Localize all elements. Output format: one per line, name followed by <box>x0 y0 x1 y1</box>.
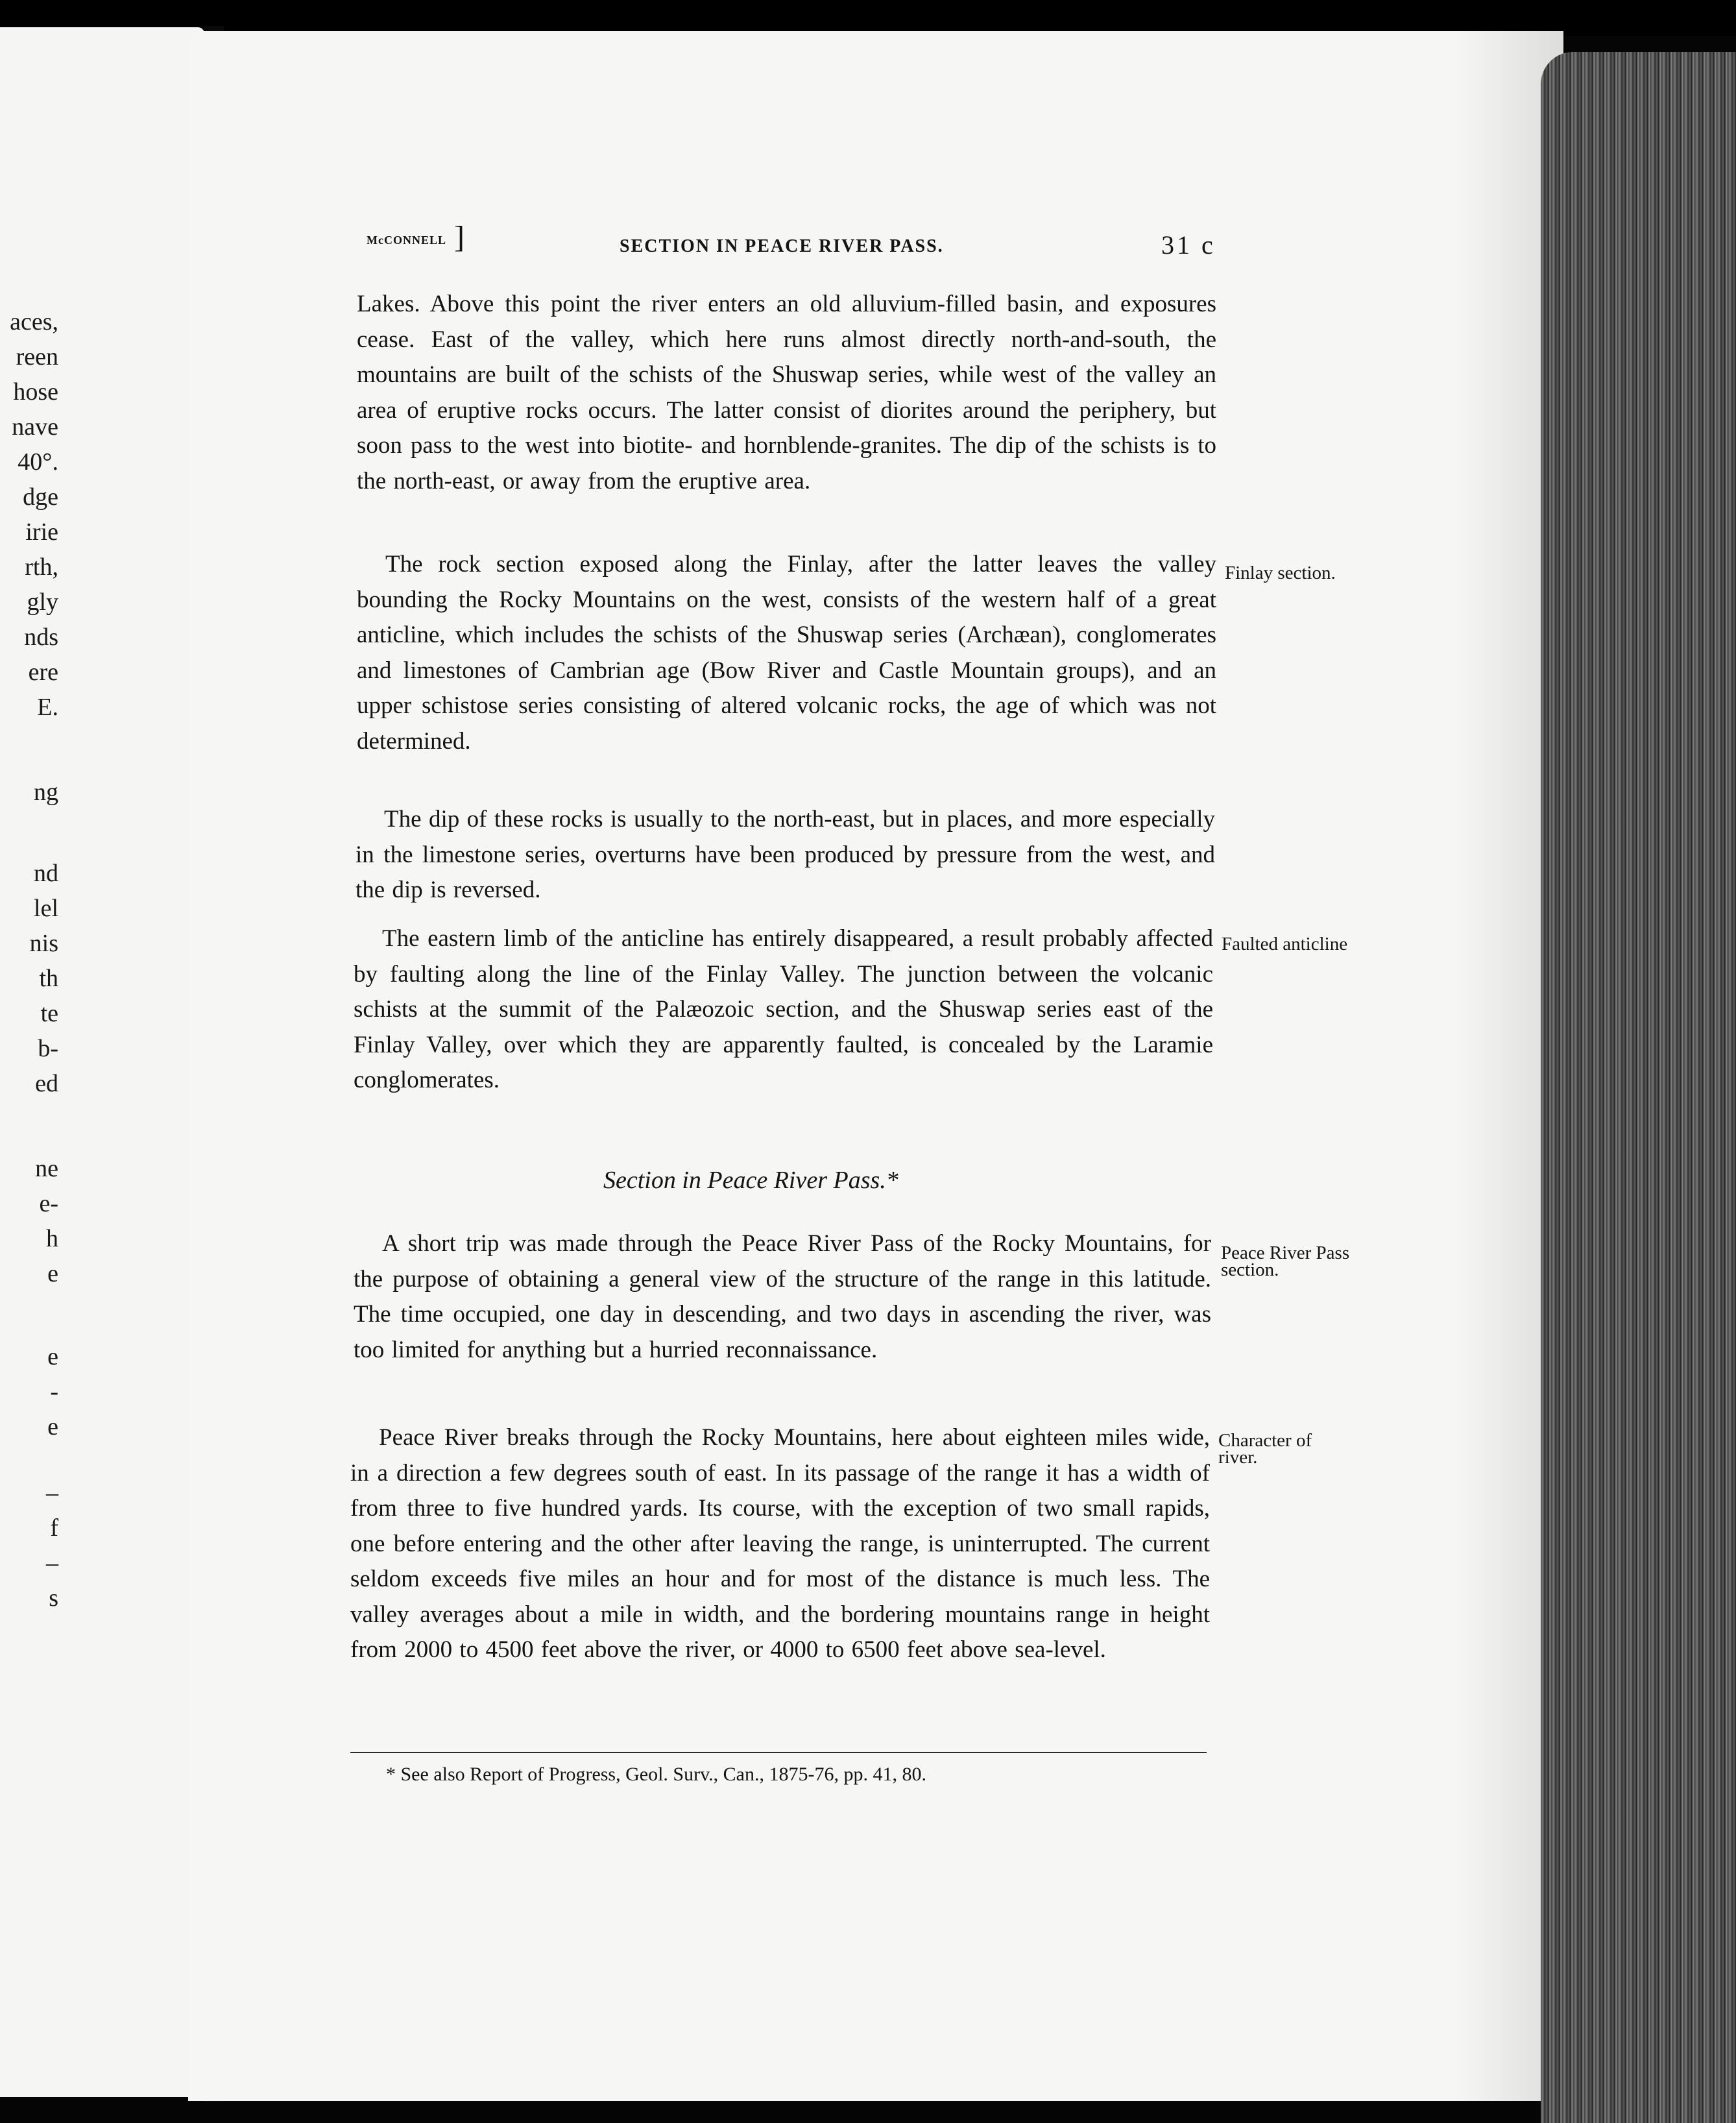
left-fragment: nave <box>12 413 58 441</box>
paragraph-dip: The dip of these rocks is usually to the north-east, but in places, and more especially in the limestone series, overturns have been produced by pressure from the west, and the dip is reversed. <box>356 806 1215 903</box>
paragraph-lakes: Lakes. Above this point the river enters an old alluvium-filled basin, and exposures cease. East of the valley, which here runs almost directly north-and-south, the mountains are built of the schists of the Shuswap series, while west of the valley an area of eruptive rocks occurs. The latter consist of diorites around the periphery, but soon pass to the west into biotite- and hornblende-granites. The dip of the schists is to the north-east, or away from the eruptive area. <box>357 291 1216 494</box>
left-fragment: nds <box>24 624 58 651</box>
side-note-peace-river-pass: Peace River Pass section. <box>1221 1243 1350 1280</box>
left-fragment: - <box>50 1378 58 1405</box>
left-page <box>0 27 204 2097</box>
left-fragment: e <box>47 1260 58 1287</box>
left-fragment: e- <box>39 1190 58 1217</box>
footnote: * See also Report of Progress, Geol. Surv., Can., 1875-76, pp. 41, 80. <box>386 1764 926 1785</box>
left-fragment: rth, <box>25 553 58 581</box>
paragraph-short-trip: A short trip was made through the Peace River Pass of the Rocky Mountains, for the purpose of obtaining a general view of the structure of the range in this latitude. The time occupied, one day in descending, and two days in ascending the river, was too limited for anything but a hurried reconnaissance. <box>354 1230 1211 1363</box>
side-note-finlay: Finlay section. <box>1225 563 1336 583</box>
left-fragment: aces, <box>10 308 58 335</box>
left-fragment: th <box>39 965 58 992</box>
left-fragment: ne <box>35 1155 58 1182</box>
left-fragment: gly <box>27 588 58 616</box>
left-fragment: b- <box>38 1035 58 1062</box>
left-fragment: dge <box>23 483 58 511</box>
side-note-faulted-anticline: Faulted anticline <box>1222 934 1348 954</box>
left-fragment: te <box>40 1000 58 1027</box>
left-fragment: E. <box>37 694 58 721</box>
running-head-bracket: ] <box>454 220 464 254</box>
running-head-author: McCONNELL <box>367 234 446 247</box>
left-fragment: – <box>46 1479 58 1507</box>
paragraph-eastern-limb: The eastern limb of the anticline has entirely disappeared, a result probably affected by faulting along the line of the Finlay Valley. The junction between the volcanic schists at the summit of the Palæozoic section, and the Shuswap series east of the Finlay Valley, over which they are apparently faulted, is concealed by the Laramie conglomerates. <box>354 925 1213 1093</box>
paragraph-finlay-section: The rock section exposed along the Finlay, after the latter leaves the valley bounding the Rocky Mountains on the west, consists of the western half of a great anticline, which includes the schists of the Shuswap series (Archæan), conglomerates and limestones of Cambrian age (Bow River and Castle Mountain groups), and an upper schistose series consisting of altered volcanic rocks, the age of which was not determined. <box>357 551 1216 755</box>
page-edges <box>1541 52 1736 2123</box>
left-fragment: 40°. <box>18 448 58 476</box>
left-fragment: h <box>46 1225 58 1252</box>
left-fragment: hose <box>13 378 58 406</box>
running-head-title: SECTION IN PEACE RIVER PASS. <box>620 236 944 256</box>
left-fragment: f <box>50 1514 58 1542</box>
paragraph-peace-river: Peace River breaks through the Rocky Mountains, here about eighteen miles wide, in a direction a few degrees south of east. In its passage of the range it has a width of from three to five hundred yards. Its course, with the exception of two small rapids, one before entering and the other after leaving the range, is uninterrupted. The current seldom exceeds five miles an hour and for most of the distance is much less. The valley averages about a mile in width, and the bordering mountains range in height from 2000 to 4500 feet above the river, or 4000 to 6500 feet above sea-level. <box>350 1424 1210 1663</box>
left-fragment: – <box>46 1549 58 1577</box>
page-number: 31 c <box>1161 230 1216 260</box>
left-fragment: ere <box>28 659 58 686</box>
side-note-character-river: Character of river. <box>1218 1430 1312 1468</box>
left-fragment: ng <box>34 779 58 806</box>
left-fragment: s <box>49 1584 58 1612</box>
left-fragment: irie <box>25 518 58 546</box>
left-fragment: nis <box>29 930 58 957</box>
left-fragment: ed <box>35 1070 58 1097</box>
left-fragment: e <box>47 1413 58 1440</box>
left-fragment: nd <box>34 860 58 887</box>
left-fragment: lel <box>34 895 58 922</box>
left-fragment: reen <box>16 343 58 370</box>
section-heading: Section in Peace River Pass.* <box>603 1167 898 1194</box>
left-fragment: e <box>47 1343 58 1370</box>
footnote-rule <box>350 1752 1207 1753</box>
scan-top-border <box>0 0 1736 36</box>
